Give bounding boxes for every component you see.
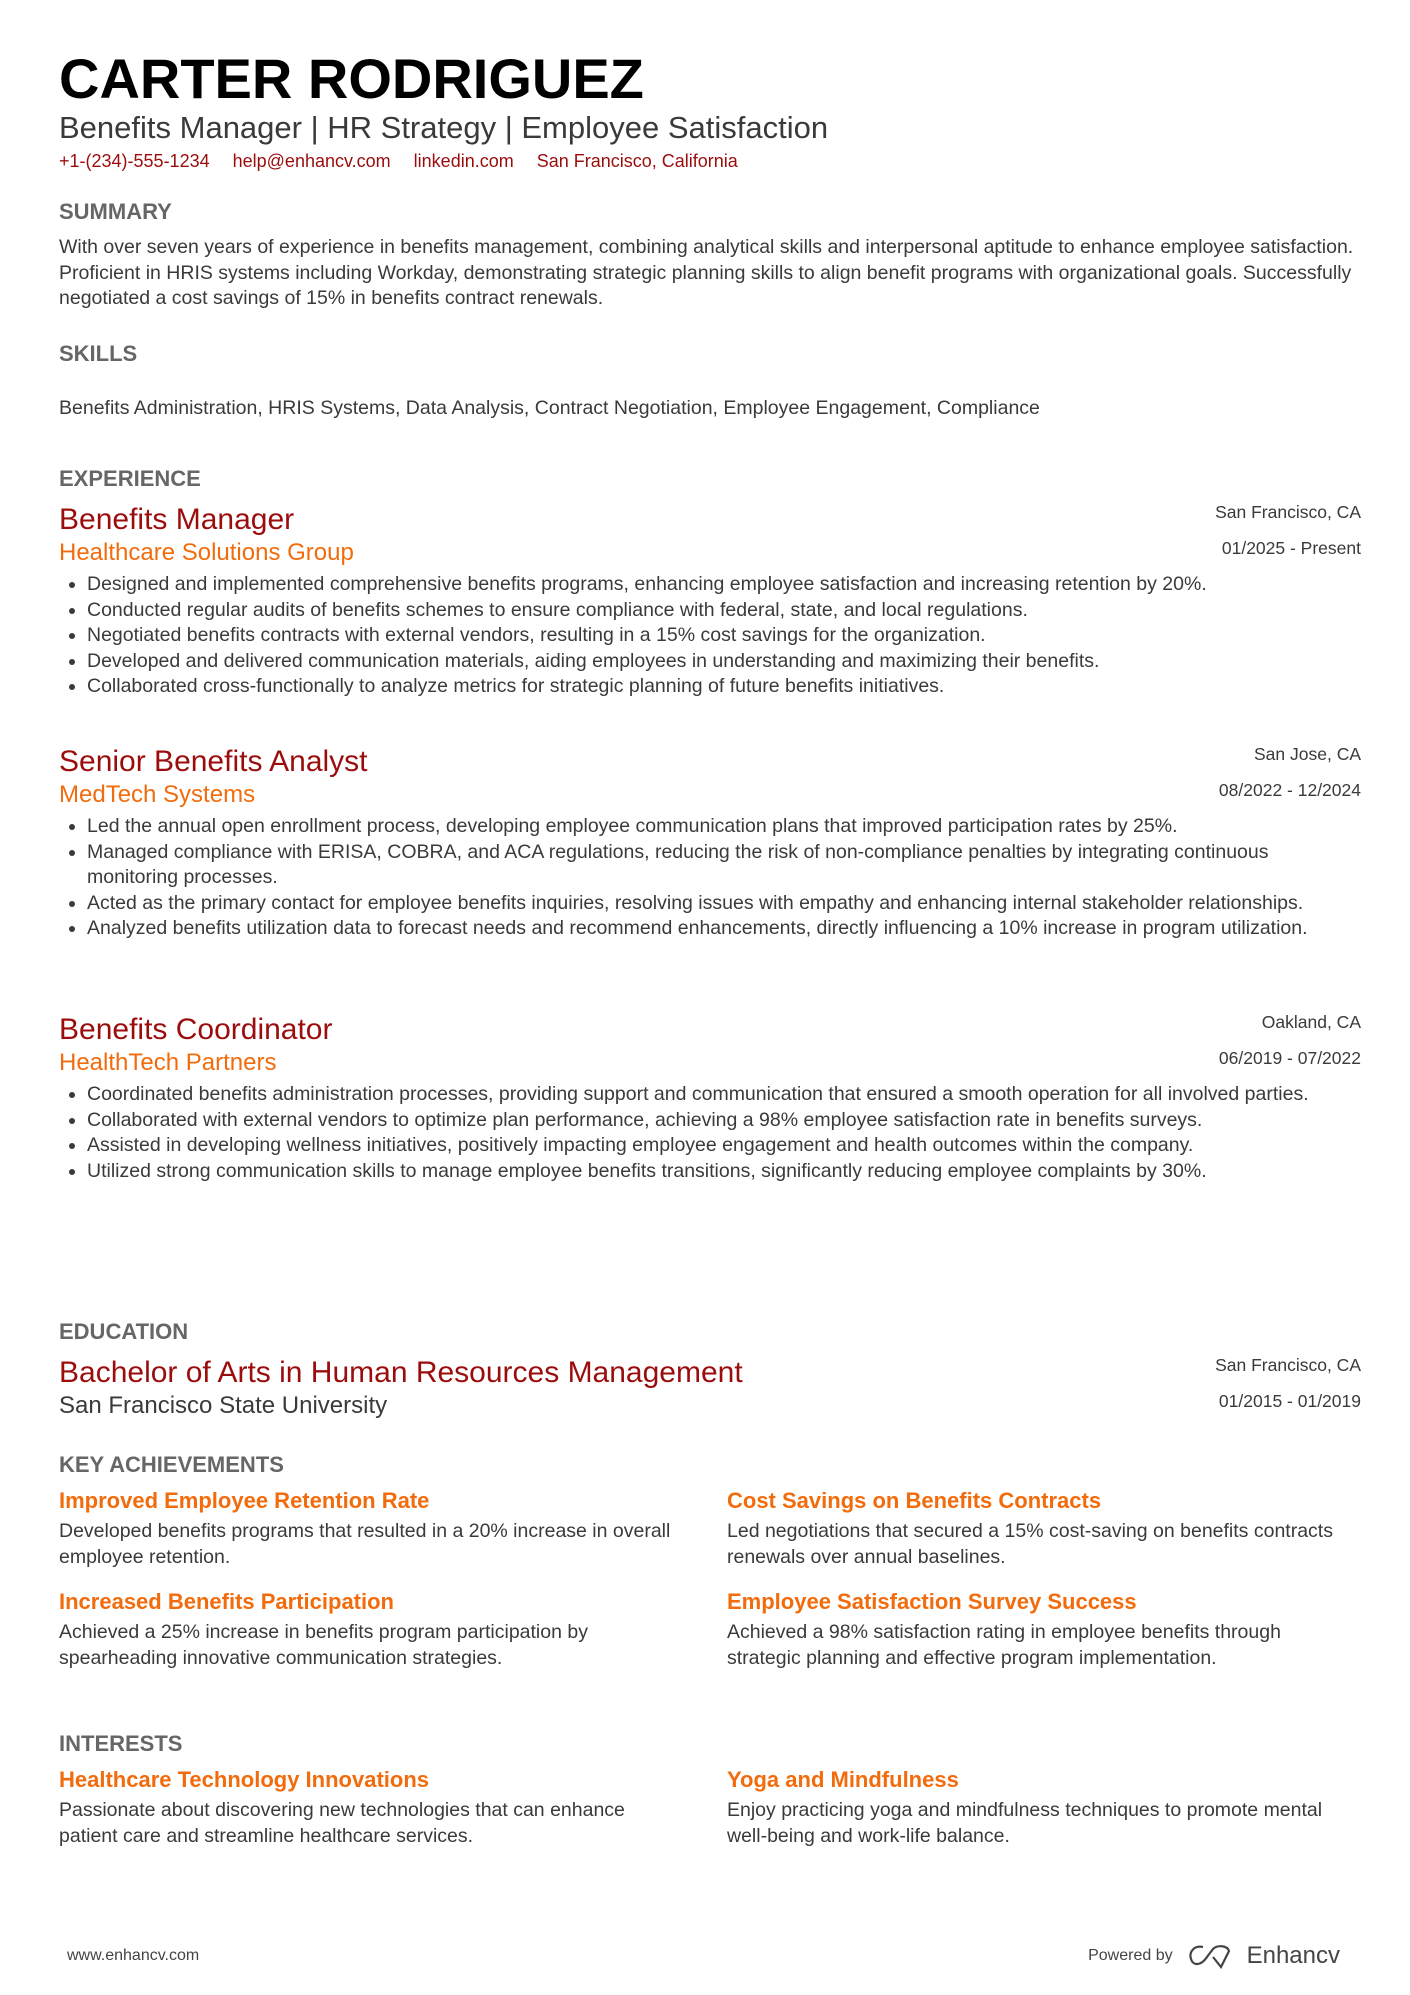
job-title: Senior Benefits Analyst bbox=[59, 745, 368, 778]
education-dates: 01/2015 - 01/2019 bbox=[1218, 1391, 1361, 1411]
bullet: • Conducted regular audits of benefits schemes to ensure compliance with federal, state, and local regulations. bbox=[87, 598, 1361, 624]
bullet: • Assisted in developing wellness initiatives, positively impacting employee engagement and health outcomes within the company. bbox=[87, 1133, 1361, 1159]
interest-title: Yoga and Mindfulness bbox=[727, 1767, 959, 1792]
job-dates: 08/2022 - 12/2024 bbox=[1218, 780, 1361, 800]
achievement-title: Improved Employee Retention Rate bbox=[59, 1488, 430, 1513]
job-entry bbox=[59, 1012, 1361, 1184]
interest-item bbox=[727, 1766, 1347, 1849]
company-name: MedTech Systems bbox=[59, 781, 256, 808]
achievement-desc: Achieved a 98% satisfaction rating in employee benefits through strategic planning and effective program implementation. bbox=[727, 1621, 1281, 1669]
achievement-title: Increased Benefits Participation bbox=[59, 1589, 394, 1614]
interest-desc: Passionate about discovering new technologies that can enhance patient care and streamline healthcare services. bbox=[59, 1799, 625, 1847]
job-location: San Francisco, CA bbox=[1215, 502, 1361, 522]
interest-title: Healthcare Technology Innovations bbox=[59, 1767, 429, 1792]
bullet: • Acted as the primary contact for employee benefits inquiries, resolving issues with empathy and enhancing internal stakeholder relationships. bbox=[87, 891, 1361, 917]
experience-heading: EXPERIENCE bbox=[59, 466, 201, 491]
job-bullets bbox=[59, 572, 1361, 700]
job-entry bbox=[59, 744, 1361, 942]
enhancv-logo-icon bbox=[1187, 1943, 1233, 1969]
degree: Bachelor of Arts in Human Resources Management bbox=[59, 1356, 743, 1389]
skills-heading: SKILLS bbox=[59, 341, 138, 366]
job-title: Benefits Manager bbox=[59, 503, 295, 536]
school-name: San Francisco State University bbox=[59, 1392, 388, 1419]
candidate-name: CARTER RODRIGUEZ bbox=[59, 47, 644, 110]
email-link[interactable]: help@enhancv.com bbox=[232, 151, 391, 171]
bullet: • Collaborated with external vendors to optimize plan performance, achieving a 98% employee satisfaction rate in benefits surveys. bbox=[87, 1108, 1361, 1134]
education-location: San Francisco, CA bbox=[1215, 1355, 1361, 1375]
interests-heading: INTERESTS bbox=[59, 1731, 183, 1756]
achievement-title: Employee Satisfaction Survey Success bbox=[727, 1589, 1137, 1614]
enhancv-brand: Enhancv bbox=[1246, 1942, 1340, 1969]
company-name: Healthcare Solutions Group bbox=[59, 539, 354, 566]
achievement-item bbox=[727, 1487, 1347, 1570]
footer-branding bbox=[1088, 1942, 1340, 1970]
achievement-desc: Led negotiations that secured a 15% cost-saving on benefits contracts renewals over annual baselines. bbox=[727, 1520, 1333, 1568]
achievement-item bbox=[727, 1588, 1347, 1671]
achievement-title: Cost Savings on Benefits Contracts bbox=[727, 1488, 1102, 1513]
job-bullets bbox=[59, 1082, 1361, 1184]
contact-info bbox=[59, 151, 756, 172]
company-name: HealthTech Partners bbox=[59, 1049, 277, 1076]
bullet: • Negotiated benefits contracts with external vendors, resulting in a 15% cost savings for the organization. bbox=[87, 623, 1361, 649]
bullet: • Coordinated benefits administration processes, providing support and communication that ensured a smooth operation for all involved parties. bbox=[87, 1082, 1361, 1108]
bullet: • Developed and delivered communication materials, aiding employees in understanding and maximizing their benefits. bbox=[87, 649, 1361, 675]
achievements-heading: KEY ACHIEVEMENTS bbox=[59, 1452, 284, 1477]
bullet: • Analyzed benefits utilization data to forecast needs and recommend enhancements, directly influencing a 10% increase in program utilization. bbox=[87, 916, 1361, 942]
job-bullets bbox=[59, 814, 1361, 942]
job-dates: 01/2025 - Present bbox=[1221, 538, 1361, 558]
bullet: • Utilized strong communication skills to manage employee benefits transitions, significantly reducing employee complaints by 30%. bbox=[87, 1159, 1361, 1185]
headline: Benefits Manager | HR Strategy | Employee Satisfaction bbox=[59, 110, 829, 145]
job-location: San Jose, CA bbox=[1254, 744, 1361, 764]
job-entry bbox=[59, 502, 1361, 700]
bullet: • Led the annual open enrollment process, developing employee communication plans that improved participation rates by 25%. bbox=[87, 814, 1361, 840]
summary-heading: SUMMARY bbox=[59, 199, 172, 224]
education-entry bbox=[59, 1355, 1361, 1421]
job-location: Oakland, CA bbox=[1261, 1012, 1361, 1032]
summary-text: With over seven years of experience in benefits management, combining analytical skills and interpersonal aptitude to enhance employee satisfaction. Proficient in HRIS systems including Workday, demonstrating strategic planning skills to align benefit programs with organizational goals. Successfully negotiated a cost savings of 15% in benefits contract renewals. bbox=[59, 236, 1354, 310]
education-heading: EDUCATION bbox=[59, 1319, 189, 1344]
interest-desc: Enjoy practicing yoga and mindfulness techniques to promote mental well-being and work-life balance. bbox=[727, 1799, 1323, 1847]
bullet: • Managed compliance with ERISA, COBRA, and ACA regulations, reducing the risk of non-compliance penalties by integrating continuous monitoring processes. bbox=[87, 840, 1361, 891]
bullet: • Designed and implemented comprehensive benefits programs, enhancing employee satisfaction and increasing retention by 20%. bbox=[87, 572, 1361, 598]
achievement-desc: Achieved a 25% increase in benefits program participation by spearheading innovative communication strategies. bbox=[59, 1621, 588, 1669]
linkedin-link[interactable]: linkedin.com bbox=[413, 151, 514, 171]
skills-text: Benefits Administration, HRIS Systems, Data Analysis, Contract Negotiation, Employee Engagement, Compliance bbox=[59, 397, 1040, 419]
achievement-item bbox=[59, 1588, 679, 1671]
location: San Francisco, California bbox=[536, 151, 738, 171]
achievement-desc: Developed benefits programs that resulted in a 20% increase in overall employee retention. bbox=[59, 1520, 671, 1568]
achievement-item bbox=[59, 1487, 679, 1570]
phone-link[interactable]: +1-(234)-555-1234 bbox=[59, 151, 210, 171]
footer-website-link[interactable]: www.enhancv.com bbox=[67, 1947, 200, 1964]
powered-by-label: Powered by bbox=[1088, 1947, 1173, 1964]
interest-item bbox=[59, 1766, 679, 1849]
job-dates: 06/2019 - 07/2022 bbox=[1218, 1048, 1361, 1068]
bullet: • Collaborated cross-functionally to analyze metrics for strategic planning of future benefits initiatives. bbox=[87, 674, 1361, 700]
job-title: Benefits Coordinator bbox=[59, 1013, 333, 1046]
